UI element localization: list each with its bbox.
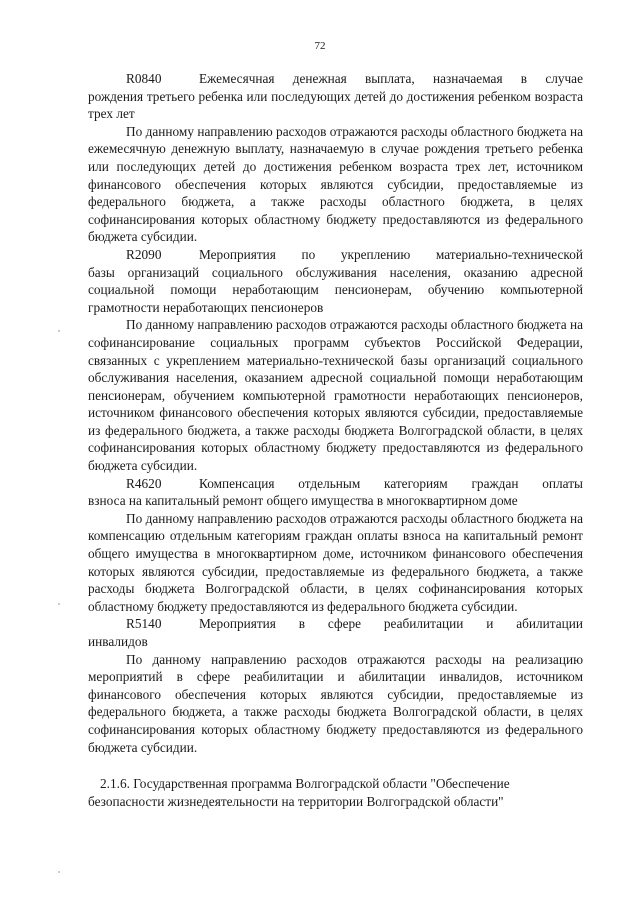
section-title-first: Мероприятия в сфере реабилитации и абилитации <box>199 616 583 632</box>
section-r5140 <box>88 615 583 756</box>
section-r4620 <box>88 475 583 616</box>
section-title-rest: взноса на капитальный ремонт общего имущества в многоквартирном доме <box>88 493 518 509</box>
section-code: R0840 <box>126 71 162 86</box>
margin-mark <box>58 603 60 605</box>
section-title-rest: рождения третьего ребенка или последующих детей до достижения ребенком возраста трех лет <box>88 88 583 122</box>
margin-mark <box>58 871 60 873</box>
section-body: По данному направлению расходов отражаются расходы областного бюджета на ежемесячную денежную выплату, назначаемую в случае рождения третьего ребенка или последующих детей до достижения ребенком возраста трех лет, источником финансового обеспечения которых являются субсидии, предоставляемые из федерального бюджета, а также расходы областного бюджета, в целях софинансирования которых областному бюджету предоставляются из федерального бюджета субсидии. <box>88 123 583 245</box>
section-title-first: Мероприятия по укреплению материально-технической <box>199 246 583 262</box>
section-code: R5140 <box>126 616 162 632</box>
section-code: R2090 <box>126 246 162 262</box>
margin-mark <box>58 330 60 332</box>
section-title-rest: инвалидов <box>88 634 148 649</box>
section-body: По данному направлению расходов отражаются расходы областного бюджета на софинансирование социальных программ субъектов Российской Федерации, связанных с укреплением материально-технической базы организаций социального обслуживания населения, оказанием адресной социальной помощи неработающим пенсионерам, обучением компьютерной грамотности неработающих пенсионеров, источником финансового обеспечения которых являются субсидии, предоставляемые из федерального бюджета, а также расходы бюджета Волгоградской области, в целях софинансирования которых областному бюджету предоставляются из федерального бюджета субсидии. <box>88 317 583 474</box>
document-body <box>88 70 583 824</box>
section-title-line <box>88 615 583 633</box>
section-body: По данному направлению расходов отражаются расходы областного бюджета на компенсацию отдельным категориям граждан оплаты взноса на капитальный ремонт общего имущества в многоквартирном доме, источником финансового обеспечения которых являются субсидии, предоставляемые из федерального бюджета, а также расходы бюджета Волгоградской области, в целях софинансирования которых областному бюджету предоставляются из федерального бюджета субсидии. <box>88 510 583 614</box>
section-title-line <box>88 475 583 493</box>
page-number: 72 <box>314 40 326 52</box>
section-title-first: Ежемесячная денежная выплата, назначаемая в случае <box>199 71 583 86</box>
section-r2090 <box>88 246 583 475</box>
section-body: По данному направлению расходов отражаются расходы на реализацию мероприятий в сфере реабилитации и абилитации инвалидов, источником финансового обеспечения которых являются субсидии, предоставляемые из федерального бюджета, а также расходы бюджета Волгоградской области, в целях софинансирования которых областному бюджету предоставляются из федерального бюджета субсидии. <box>88 651 583 755</box>
section-title-rest: базы организаций социального обслуживания населения, оказанию адресной социальной помощи неработающим пенсионерам, обучению компьютерной грамотности неработающих пенсионеров <box>88 264 583 315</box>
program-heading: 2.1.6. Государственная программа Волгоградской области "Обеспечение безопасности жизнедеятельности на территории Волгоградской области" <box>88 776 510 810</box>
section-title-first: Компенсация отдельным категориям граждан оплаты <box>199 475 583 491</box>
section-title-line <box>88 246 583 264</box>
section-r0840 <box>88 70 583 246</box>
section-code: R4620 <box>126 475 162 491</box>
section-title-line <box>88 70 583 88</box>
